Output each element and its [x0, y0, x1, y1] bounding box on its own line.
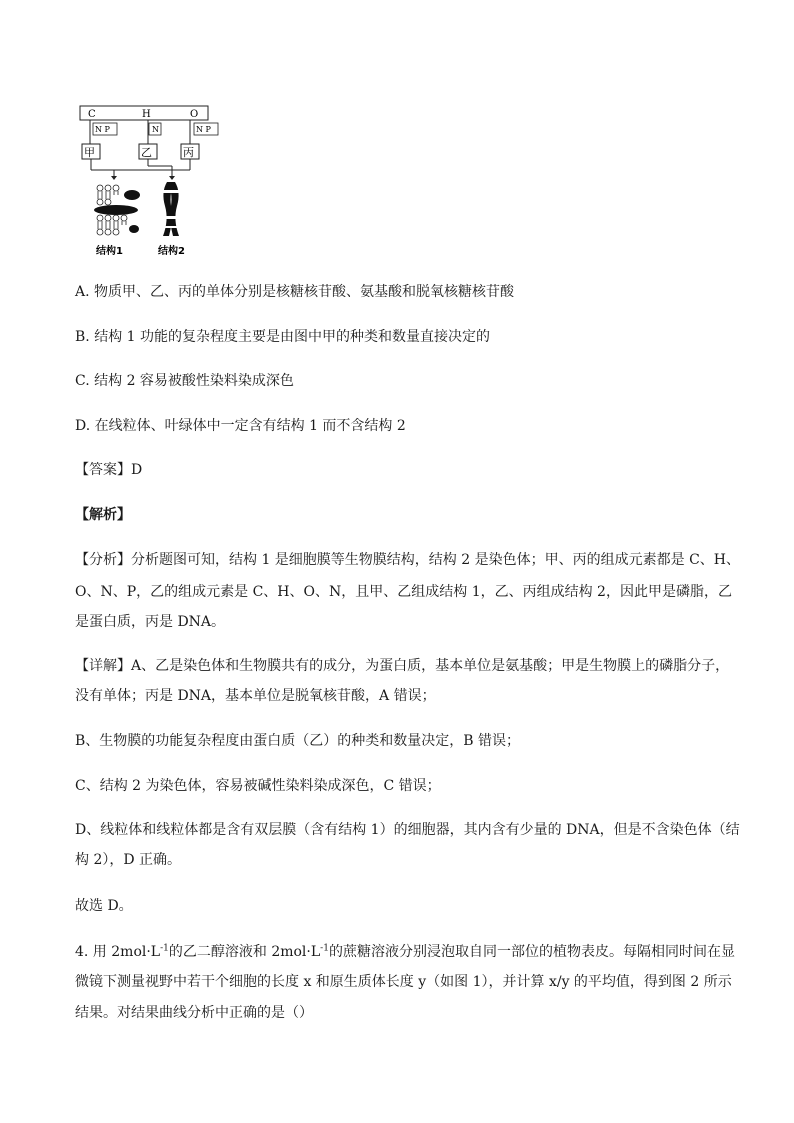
answer: 【答案】D: [75, 462, 143, 478]
branch-label-bing: N P: [196, 125, 211, 134]
branch-label-jia: N P: [95, 125, 110, 134]
caption-structure-1: 结构1: [96, 246, 123, 257]
analysis-line: 是蛋白质，丙是 DNA。: [75, 614, 226, 630]
question-4-line-3: 结果。对结果曲线分析中正确的是（）: [75, 1005, 313, 1021]
element-c: C: [88, 109, 96, 120]
detail-line: D、线粒体和线粒体都是含有双层膜（含有结构 1）的细胞器，其内含有少量的 DNA，但是不含染色体（结: [75, 822, 740, 838]
box-yi: 乙: [141, 146, 152, 159]
question-4-line-2: 微镜下测量视野中若干个细胞的长度 x 和原生质体长度 y（如图 1），并计算 x/y 的平均值，得到图 2 所示: [75, 974, 732, 990]
analysis-line: O、N、P，乙的组成元素是 C、H、O、N，且甲、乙组成结构 1，乙、丙组成结构 2，因此甲是磷脂，乙: [75, 584, 732, 600]
option-a: A. 物质甲、乙、丙的单体分别是核糖核苷酸、氨基酸和脱氧核糖核苷酸: [75, 284, 515, 300]
membrane-icon: [94, 185, 140, 235]
analysis-line: 【分析】分析题图可知，结构 1 是细胞膜等生物膜结构，结构 2 是染色体；甲、丙的组成元素都是 C、H、: [75, 552, 740, 568]
box-jia: 甲: [84, 146, 95, 159]
detail-line: C、结构 2 为染色体，容易被碱性染料染成深色，C 错误；: [75, 778, 441, 794]
detail-line: 【详解】A、乙是染色体和生物膜共有的成分，为蛋白质，基本单位是氨基酸；甲是生物膜上的磷脂分子，: [75, 658, 730, 674]
detail-line: B、生物膜的功能复杂程度由蛋白质（乙）的种类和数量决定，B 错误；: [75, 733, 521, 749]
chromosome-icon: [162, 182, 180, 236]
element-h: H: [142, 109, 151, 120]
option-c: C. 结构 2 容易被酸性染料染成深色: [75, 373, 294, 389]
structure-diagram: [78, 104, 228, 260]
element-o: O: [190, 109, 199, 120]
detail-line: 没有单体；丙是 DNA，基本单位是脱氧核苷酸，A 错误；: [75, 688, 436, 704]
question-4-line-1: 4. 用 $2mol\cdot L^{-1}$的乙二醇溶液和 $2mol\cdot L^{-1}$的蔗糖溶液分别浸泡取自同一部位的植物表皮。每隔相同时间在显: [75, 943, 735, 960]
box-bing: 丙: [183, 146, 194, 159]
detail-line: 构 2），D 正确。: [75, 852, 182, 868]
branch-label-yi: N: [152, 125, 159, 134]
conclusion: 故选 D。: [75, 898, 133, 914]
option-b: B. 结构 1 功能的复杂程度主要是由图中甲的种类和数量直接决定的: [75, 329, 490, 345]
caption-structure-2: 结构2: [158, 246, 185, 257]
analysis-heading: 【解析】: [75, 507, 131, 523]
option-d: D. 在线粒体、叶绿体中一定含有结构 1 而不含结构 2: [75, 418, 406, 434]
